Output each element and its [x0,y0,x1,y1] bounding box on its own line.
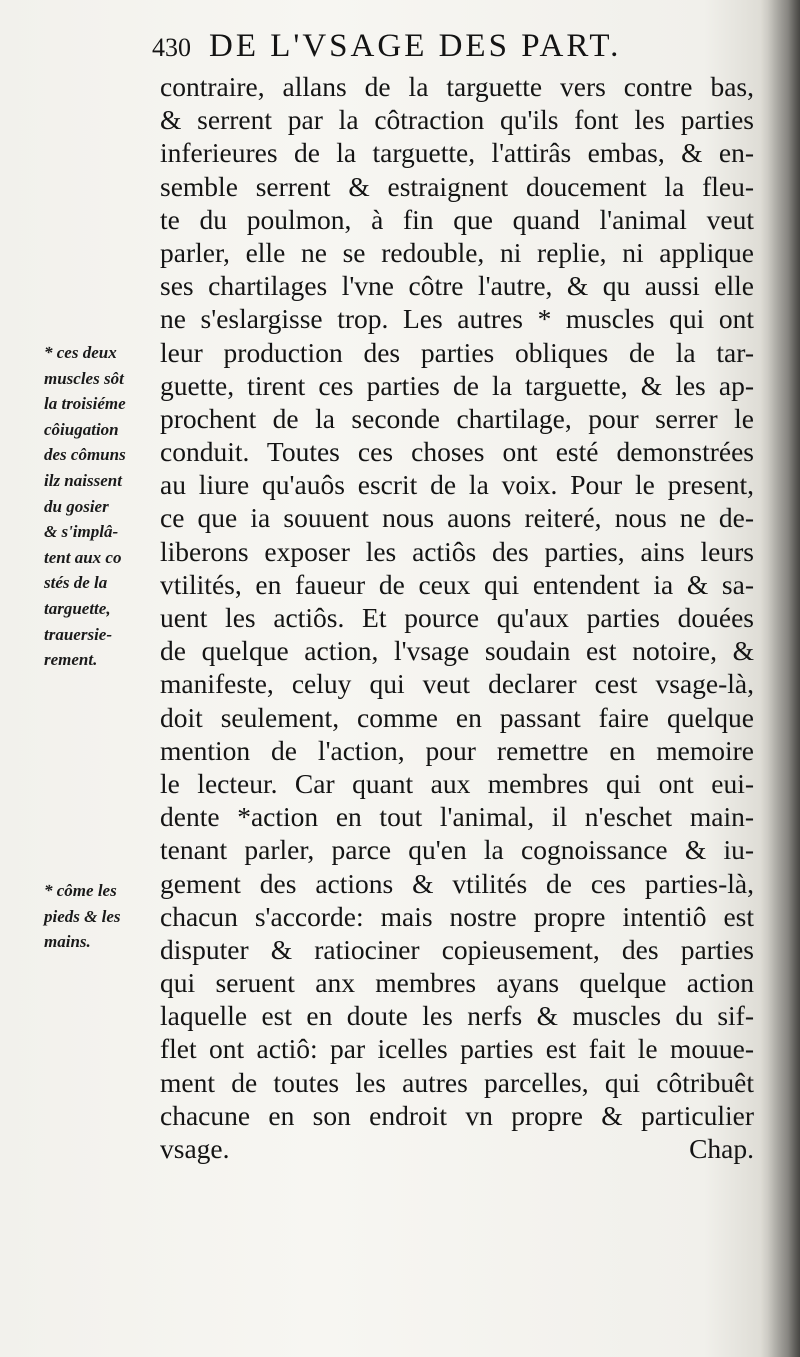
text-line: leur production des parties obliques de la tar- [160,336,754,368]
margin-note-line: des cômuns [44,445,126,465]
text-line: tenant parler, parce qu'en la cognoissance & iu- [160,834,754,866]
text-line: flet ont actiô: par icelles parties est fait le mouue- [160,1033,754,1065]
text-line: & serrent par la côtraction qu'ils font les parties [160,104,754,136]
text-line: semble serrent & estraignent doucement la fleu- [160,170,754,202]
text-line: ment de toutes les autres parcelles, qui côtribuêt [160,1066,754,1098]
text-line: inferieures de la targuette, l'attirâs embas, & en- [160,137,754,169]
margin-note-line: rement. [44,650,98,670]
text-line: qui seruent anx membres ayans quelque action [160,967,754,999]
margin-note-line: la troisiéme [44,394,126,414]
text-line: prochent de la seconde chartilage, pour serrer le [160,402,754,434]
margin-note-line: stés de la [44,573,108,593]
text-line: disputer & ratiociner copieusement, des parties [160,933,754,965]
margin-note-line: targuette, [44,598,111,618]
text-line: ne s'eslargisse trop. Les autres * muscles qui ont [160,303,754,335]
text-line: manifeste, celuy qui veut declarer cest vsage-là, [160,668,754,700]
text-line: parler, elle ne se redouble, ni replie, ni applique [160,236,754,268]
main-text-block [160,70,754,1165]
text-line: mention de l'action, pour remettre en memoire [160,734,754,766]
running-title: DE L'VSAGE DES PART. [209,28,622,64]
gutter-shadow [760,0,800,1357]
margin-note-line: du gosier [44,496,109,516]
margin-note-line: trauersie- [44,624,112,644]
final-line-row [160,1132,754,1165]
text-line: chacune en son endroit vn propre & particulier [160,1099,754,1131]
text-line: laquelle est en doute les nerfs & muscles du sif- [160,1000,754,1032]
text-line: liberons exposer les actiôs des parties, ains leurs [160,535,754,567]
text-line: guette, tirent ces parties de la targuette, & les ap- [160,369,754,401]
margin-note-line: ilz naissent [44,470,122,490]
text-line: chacun s'accorde: mais nostre propre intentiô est [160,900,754,932]
margin-note-line: mains. [44,932,91,952]
text-line: vtilités, en faueur de ceux qui entendent ia & sa- [160,568,754,600]
margin-note-line: tent aux co [44,547,122,567]
margin-note-line: muscles sôt [44,368,124,388]
margin-note-limbs [44,878,156,955]
text-line: contraire, allans de la targuette vers contre bas, [160,71,754,102]
margin-note-line: * côme les [44,881,117,900]
text-line: de quelque action, l'vsage soudain est notoire, & [160,635,754,667]
text-line: ses chartilages l'vne côtre l'autre, & qu aussi elle [160,270,754,302]
margin-note-line: pieds & les [44,906,121,926]
margin-note-line: côiugation [44,419,119,439]
catchword: Chap. [689,1133,754,1164]
text-line: uent les actiôs. Et pource qu'aux parties douées [160,602,754,633]
text-line: gement des actions & vtilités de ces parties-là, [160,867,754,899]
margin-note-line: * ces deux [44,343,117,362]
text-line: dente *action en tout l'animal, il n'eschet main- [160,801,754,833]
running-head [152,28,752,68]
text-line: te du poulmon, à fin que quand l'animal veut [160,203,754,235]
text-line-last: vsage. [160,1133,230,1164]
margin-note-line: & s'implâ- [44,522,119,542]
text-line: conduit. Toutes ces choses ont esté demonstrées [160,436,754,468]
text-line: au liure qu'auôs escrit de la voix. Pour le present, [160,469,754,501]
text-line: le lecteur. Car quant aux membres qui ont eui- [160,767,754,799]
text-line: doit seulement, comme en passant faire quelque [160,701,754,733]
margin-note-muscles [44,340,156,673]
page-number: 430 [152,33,191,62]
text-line: ce que ia souuent nous auons reiteré, nous ne de- [160,502,754,534]
